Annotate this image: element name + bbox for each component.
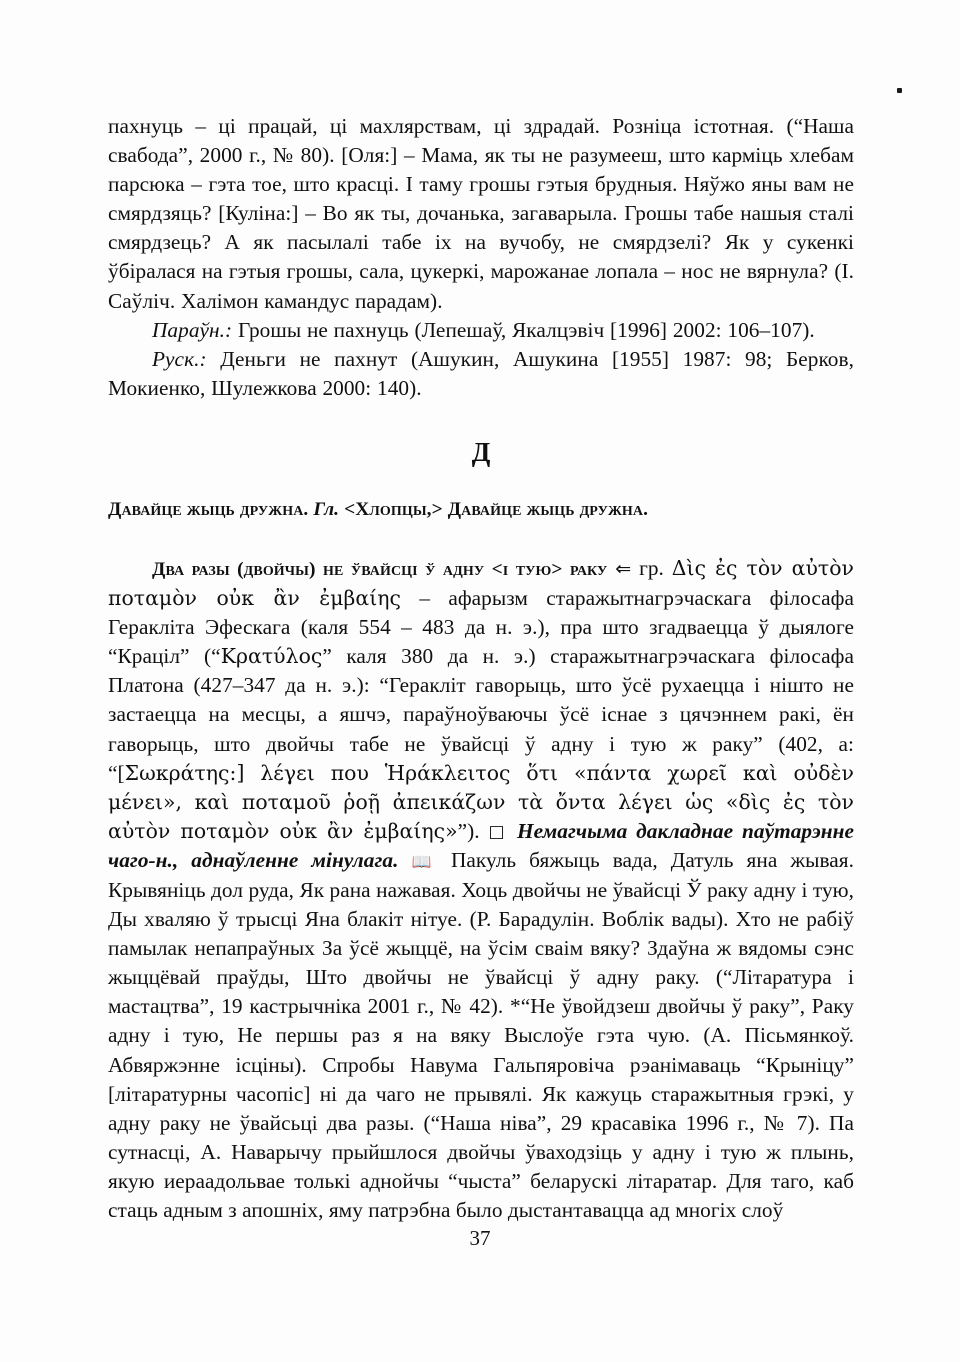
cross-ref-target: <Хлопцы,> Давайце жыць дружна. — [344, 498, 649, 520]
main-dictionary-entry — [108, 524, 854, 1225]
paraun-label: Параўн.: — [152, 317, 233, 342]
open-book-icon: 📖 — [411, 851, 438, 871]
page-number: 37 — [469, 1226, 491, 1250]
main-entry-body — [108, 554, 854, 1225]
greek-dialogue-title: Κρατύλος — [220, 644, 323, 669]
paraun-text: Грошы не пахнуць (Лепешаў, Якалцэвіч [1996] 2002: 106–107). — [232, 317, 815, 342]
derives-from-arrow: ⇐ — [615, 557, 632, 580]
language-abbrev: гр. — [639, 555, 664, 580]
etymology-part-2: ” каля 380 да н. э.) старажытнагрэчаскага філосафа Платона (427–347 да н. э.): “Геракліт гаворыць, што ўсё рухаецца і нішто не застаецца на месцы, а яшчэ, параўноўваючы ўсё існае з цячэннем ракі, ён гаворыць, што двойчы табе не ўвайсці ў адну і тую ж раку” (402, а: “[ — [108, 644, 854, 785]
paragraph-paraun — [108, 316, 854, 345]
greek-source-phrase: Δὶς ἐς τὸν αὐτὸν ποταμὸν οὐκ ἂν ἐμβαίης — [108, 555, 854, 611]
cross-ref-headword: Давайце жыць дружна. — [108, 498, 309, 520]
paragraph-rusk — [108, 345, 854, 403]
scan-speck — [897, 88, 902, 93]
square-marker-icon: □ — [488, 821, 509, 842]
rusk-text: Деньги не пахнут (Ашукин, Ашукина [1955] 1987: 98; Берков, Мокиенко, Шулежкова 2000: 140). — [108, 346, 854, 400]
letter-divider: Д — [471, 436, 491, 467]
etymology-part-1: – афарызм старажытнагрэчаскага філосафа Геракліта Эфескага (каля 554 – 483 да н. э.), пра што згадваецца ў дыялоге “Краціл” (“ — [108, 586, 854, 669]
entry-illustrations: Пакуль бяжыць вада, Датуль яна жывая. Крывяніць дол руда, Як рана нажавая. Хоць двойчы не ўвайсці Ў раку адну і тую, Ды хваляю ў трысці Яна блакіт нітуе. (Р. Барадулін. Воблік вады). Хто не рабіў памылак непапраўных За ўсё жыццё, на ўсім сваім вяку? Здаўна ж вядомы сэнс жыццёвай праўды, Што двойчы не ўвайсці ў адну раку. (“Літаратура і мастацтва”, 19 кастрычніка 2001 г., № 42). *“Не ўвойдзеш двойчы ў раку”, Раку адну і тую, Не першы раз я на вяку Выслоўе гэта чую. (А. Пісьмянкоў. Абвяржэнне ісціны). Спробы Навума Гальпяровіча рэанімаваць “Крыніцу” [літаратурны часопіс] ні да чаго не прывялі. Як кажуць старажытныя грэкі, у адну раку не ўвайсьці два разы. (“Наша ніва”, 29 красавіка 1996 г., № 7). Па сутнасці, А. Наварычу прыйшлося двойчы ўваходзіць у адну і тую ж плынь, якую иераадольвае толькі аднойчы “чыста” беларускі літаратар. Для таго, каб стаць адным з апошніх, яму патрэбна было дыстантавацца ад многіх слоў — [108, 847, 855, 1222]
greek-plato-quote: Σωκράτης:] λέγει που Ἡράκλειτος ὅτι «πάντα χωρεῖ καὶ οὐδὲν μένει», καὶ ποταμοῦ ῥοῇ ἀπεικάζων τὰ ὄντα λέγει ὡς «δὶς ἐς τὸν αὐτὸν ποταμὸν οὐκ ἂν ἐμβαίης» — [108, 760, 854, 843]
paragraph-continuation: пахнуць – ці працай, ці махлярствам, ці здрадай. Розніца істотная. (“Наша свабода”, 2000 г., № 80). [Оля:] – Мама, як ты не разумееш, што карміць хлебам парсюка – гэта тое, што красці. І таму грошы гэтыя брудныя. Няўжо яны вам не смярдзяць? [Куліна:] – Во як ты, дочанька, загаварыла. Грошы табе нашыя сталі смярдзець? А як пасылалі табе іх на вучобу, не смярдзелі? Як у сукенкі ўбіралася на гэтыя грошы, сала, цукеркі, марожанае лопала – нос не вярнула? (І. Саўліч. Халімон камандус парадам). — [108, 114, 854, 313]
page-content — [108, 112, 854, 1225]
cross-reference-entry — [108, 496, 854, 524]
cross-ref-label: Гл. — [313, 498, 340, 520]
rusk-label: Руск.: — [152, 346, 207, 371]
main-entry-headword: Два разы (двойчы) не ўвайсці ў адну <і тую> раку — [152, 558, 608, 580]
after-greek-quote: ”). — [457, 818, 489, 843]
entry-definition: Немагчыма дакладнае паўтарэнне чаго-н., аднаўленне мінулага. — [108, 818, 854, 872]
